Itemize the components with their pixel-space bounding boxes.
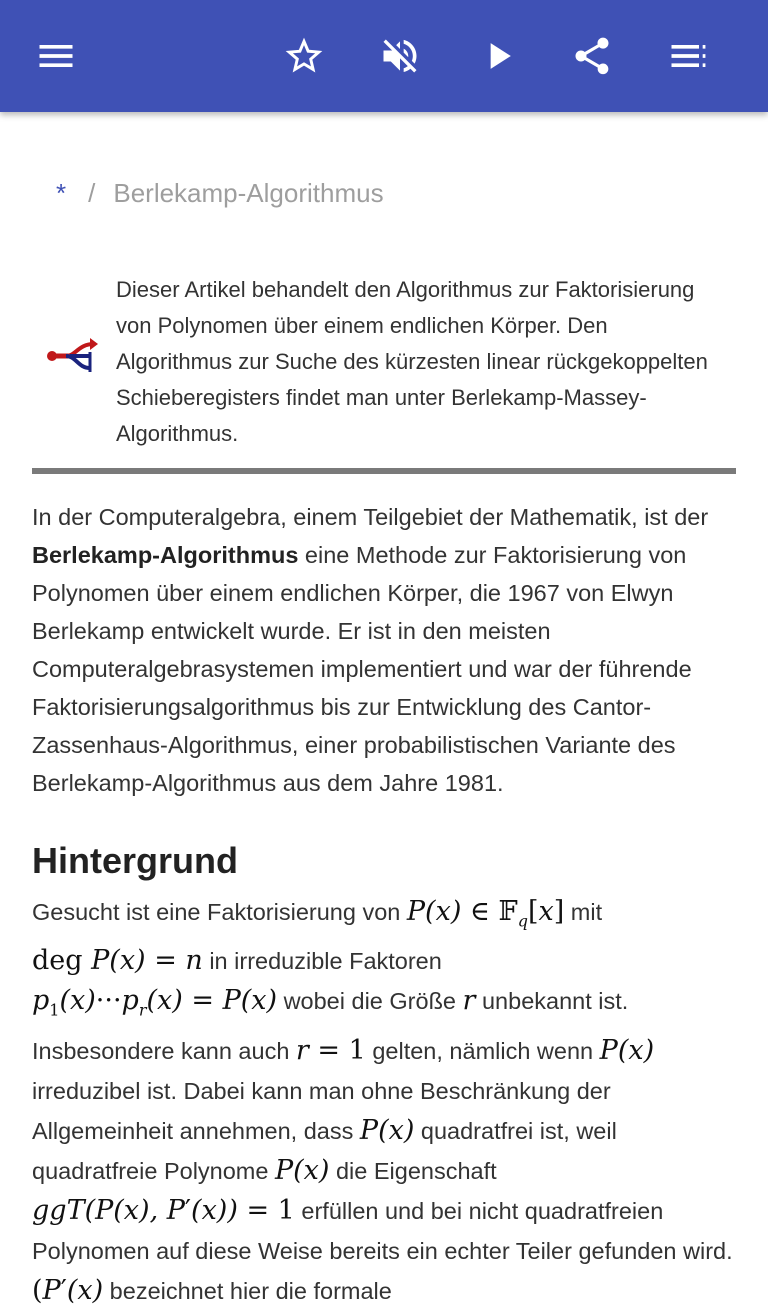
text-segment: irreduzibel ist. Dabei kann man ohne Beschränkung der Allgemeinheit annehmen, dass — [32, 1077, 611, 1144]
disambiguation-icon — [46, 332, 100, 382]
breadcrumb-separator: / — [88, 178, 96, 208]
text-segment: unbekannt ist. Insbesondere kann auch — [32, 988, 629, 1064]
section-heading: Hintergrund — [32, 840, 238, 881]
text-segment: bezeichnet hier die formale — [103, 1277, 392, 1304]
share-button[interactable] — [560, 24, 624, 88]
menu-button[interactable] — [24, 24, 88, 88]
app-bar — [0, 0, 768, 112]
intro-text-start: In der Computeralgebra, einem Teilgebiet der Mathematik, ist der — [32, 504, 709, 530]
volume-off-icon — [378, 34, 422, 78]
breadcrumb — [56, 178, 384, 209]
text-segment: erfüllen und bei nicht quadratfreien Polynomen auf diese Weise bereits ein echter Teiler gefunden wird. — [32, 1197, 733, 1264]
more-button[interactable] — [656, 24, 720, 88]
math-formula: r — [462, 985, 476, 1017]
intro-text-rest: eine Methode zur Faktorisierung von Polynomen über einem endlichen Körper, die 1967 von Elwyn Berlekamp entwickelt wurde. Er ist in den meisten Computeralgebrasystemen implementiert und war der führende Faktorisierungsalgorithmus bis zur Entwicklung des Cantor-Zassenhaus-Algorithmus, einer probabilistischen Variante des Berlekamp-Algorithmus aus dem Jahre 1981. — [32, 542, 692, 796]
hatnote-text: Dieser Artikel behandelt den Algorithmus zur Faktorisierung von Polynomen über einem endlichen Körper. Den Algorithmus zur Suche des kürzesten linear rückgekoppelten Schieberegisters findet man unter Berlekamp-Massey-Algorithmus. — [116, 277, 708, 446]
math-formula: r = 1 — [295, 1034, 366, 1066]
text-segment: wobei die Größe — [277, 988, 463, 1015]
math-formula: deg P(x) = n — [32, 945, 203, 977]
section-paragraph — [32, 892, 742, 1311]
text-segment: mit — [564, 899, 603, 925]
hamburger-menu-icon — [34, 34, 78, 78]
article-term: Berlekamp-Algorithmus — [32, 542, 299, 568]
math-formula: P(x) — [599, 1034, 655, 1066]
math-formula: (P′(x) — [32, 1274, 104, 1306]
play-icon — [476, 34, 520, 78]
bookmark-button[interactable] — [272, 24, 336, 88]
mute-button[interactable] — [368, 24, 432, 88]
star-outline-icon — [282, 34, 326, 78]
intro-paragraph — [32, 498, 740, 802]
play-button[interactable] — [466, 24, 530, 88]
math-formula: P(x) — [359, 1114, 415, 1146]
breadcrumb-current: Berlekamp-Algorithmus — [113, 178, 384, 208]
breadcrumb-root[interactable]: * — [56, 178, 67, 208]
playlist-icon — [666, 34, 710, 78]
text-segment: die Eigenschaft — [329, 1157, 497, 1184]
text-segment: Gesucht ist eine Faktorisierung von — [32, 899, 407, 925]
math-formula: P(x) — [274, 1154, 330, 1186]
hatnote-divider — [32, 468, 736, 474]
math-formula: $p_1(x)\cdot\cdot\cdot p_r(x) = P(x)$ — [32, 985, 278, 1020]
text-segment: gelten, nämlich wenn — [365, 1037, 600, 1064]
text-segment: quadratfrei ist, weil quadratfreie Polynome — [32, 1117, 617, 1184]
text-segment: in irreduzible Faktoren — [202, 948, 442, 975]
math-formula: P(x) ∈ 𝔽$_q$[x] — [406, 896, 565, 931]
share-icon — [570, 34, 614, 78]
math-formula: ggT(P(x), P′(x)) = 1 — [32, 1194, 295, 1226]
